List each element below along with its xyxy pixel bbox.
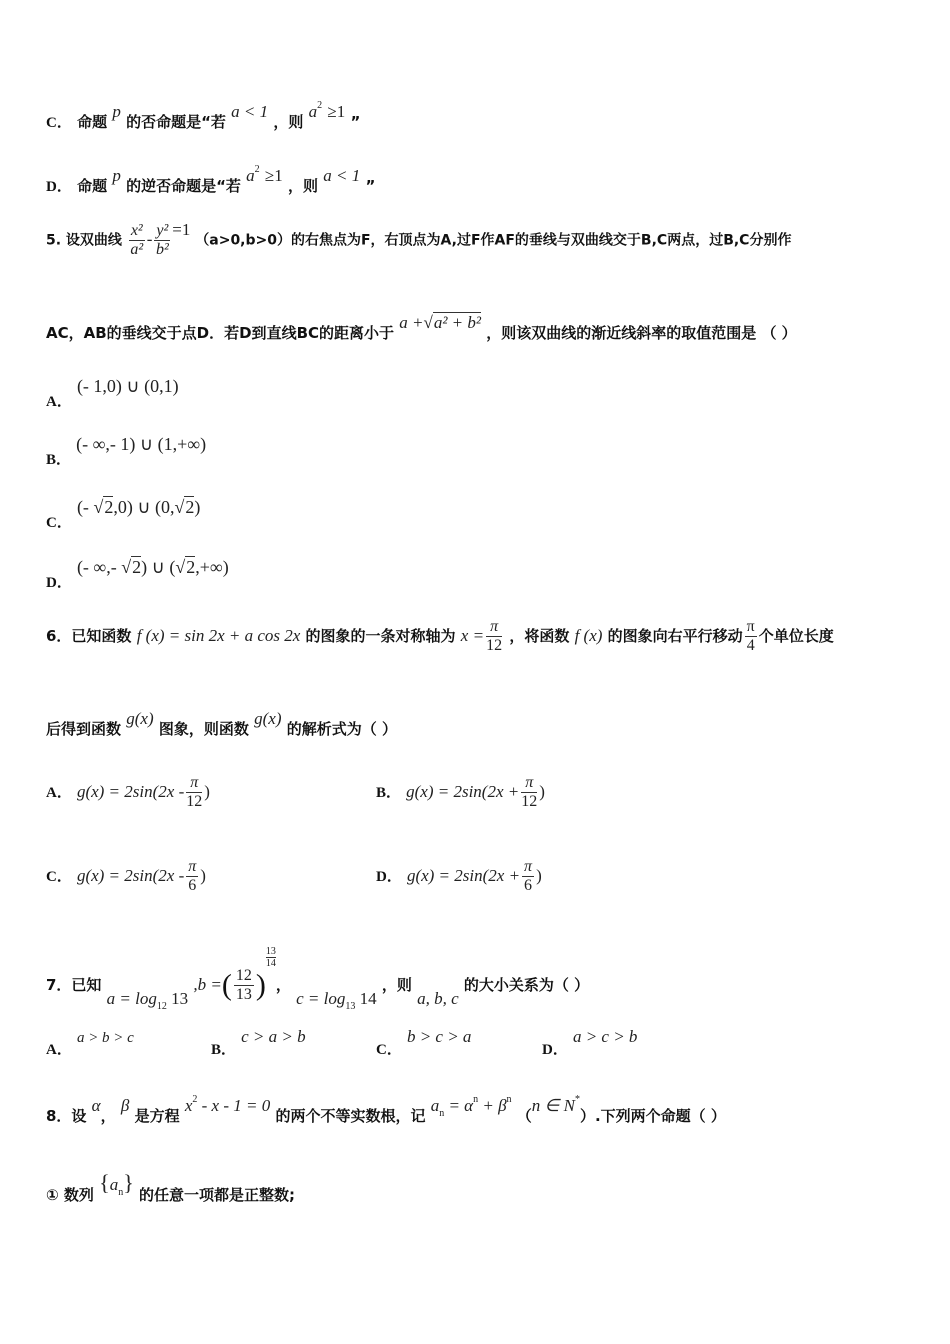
text: 的大小关系为（ ） — [463, 976, 590, 994]
option-label: C． — [46, 515, 72, 531]
text: ， — [100, 1107, 116, 1125]
option-label: B． — [211, 1042, 237, 1058]
q5-option-a — [46, 376, 179, 410]
math-sub: n — [439, 1108, 445, 1119]
math-beta: β — [120, 1096, 130, 1115]
q5-option-c: C． (- √2,0) ∪ (0,√2) — [46, 497, 201, 531]
math-expr: ≥1 — [264, 166, 283, 185]
math-expr: a < 1 — [323, 166, 361, 185]
math-sup: 2 — [254, 164, 260, 175]
q6-option-d — [376, 858, 542, 895]
denominator: 4 — [746, 637, 755, 654]
math-expr: a + — [399, 313, 424, 332]
option-expr: a > c > b — [572, 1027, 638, 1046]
option-label: C． — [376, 1042, 402, 1058]
math-var: a — [308, 102, 318, 121]
fraction-x2-a2 — [129, 222, 145, 259]
math-sup: n — [506, 1094, 512, 1105]
q6-option-c — [46, 858, 206, 895]
math-op: - — [146, 229, 153, 249]
text: （ — [516, 1107, 532, 1125]
option-expr: (- ∞,- — [76, 557, 122, 577]
math-sqrt: 2 — [186, 557, 196, 577]
math-var: x — [184, 1096, 193, 1115]
math-sub: 12 — [156, 1001, 167, 1012]
math-expr: f (x) = sin 2x + a cos 2x — [136, 626, 301, 645]
denominator: 12 — [521, 793, 538, 810]
text: 的逆否命题是“若 — [126, 177, 241, 195]
math-expr: ,b = — [193, 975, 222, 994]
numerator: π — [486, 618, 502, 637]
text: ）.下列两个命题（ ） — [579, 1107, 726, 1125]
option-expr: ) — [194, 497, 201, 517]
q5-stem-line1 — [46, 219, 792, 259]
option-label: D． — [376, 869, 402, 885]
text: ，则该双曲线的渐近线斜率的取值范围是 （ ） — [486, 324, 797, 342]
numerator: π — [746, 618, 755, 635]
math-p: p — [112, 166, 121, 185]
option-expr: ) — [539, 782, 545, 801]
numerator: y² — [156, 222, 169, 239]
math-sqrt: 2 — [132, 557, 142, 577]
math-expr: a = log — [106, 989, 157, 1008]
math-sqrt: 2 — [185, 497, 195, 517]
math-var: a — [246, 166, 255, 185]
option-expr: b > c > a — [406, 1027, 472, 1046]
option-label: C． — [46, 115, 72, 131]
q7-option-b — [211, 1026, 306, 1058]
text: 个单位长度 — [758, 627, 834, 645]
math-expr: = α — [444, 1096, 474, 1115]
text: ，则 — [273, 113, 304, 131]
numerator: π — [524, 858, 533, 875]
text: ” — [365, 177, 376, 195]
math-expr: c = log — [296, 989, 346, 1008]
q8-statement-1: ① 数列 $\{a_n\}$ 的任意一项都是正整数; — [46, 1170, 296, 1204]
text: 的图象向右平行移动 — [607, 627, 743, 645]
text: 的否命题是“若 — [126, 113, 226, 131]
numerator: π — [186, 774, 202, 793]
text: ， — [275, 976, 291, 994]
option-expr: (- — [76, 497, 94, 517]
option-expr: g(x) = 2sin(2x - — [76, 782, 185, 801]
option-label: A． — [46, 785, 72, 801]
option-expr: g(x) = 2sin(2x + — [406, 782, 520, 801]
math-expr: a < 1 — [231, 102, 269, 121]
option-expr: ) — [204, 782, 210, 801]
option-label: B． — [46, 452, 72, 468]
option-expr: c > a > b — [241, 1027, 306, 1046]
option-expr: ) — [200, 866, 206, 885]
option-label: D． — [46, 179, 72, 195]
math-sub: 13 — [345, 1001, 356, 1012]
option-expr: (- ∞,- 1) ∪ (1,+∞) — [76, 434, 207, 454]
denominator: a² — [130, 241, 144, 258]
text: 的解析式为（ ） — [286, 720, 397, 738]
denominator: 6 — [524, 877, 533, 894]
text: AC，AB的垂线交于点D．若D到直线BC的距离小于 — [46, 324, 395, 342]
text: ，则 — [381, 976, 412, 994]
option-expr: ) — [536, 866, 542, 885]
math-expr: 14 — [355, 989, 377, 1008]
denominator: 6 — [188, 877, 197, 894]
q7-option-d — [542, 1026, 638, 1058]
fraction-pi-4 — [745, 618, 757, 655]
math-p: p — [112, 102, 121, 121]
text: 的两个不等实数根，记 — [275, 1107, 426, 1125]
denominator: 13 — [235, 986, 252, 1003]
option-label: D． — [542, 1042, 568, 1058]
math-sup: 2 — [192, 1094, 198, 1105]
math-sup: * — [574, 1094, 580, 1105]
denominator: 12 — [486, 637, 503, 654]
q4-option-d — [46, 164, 376, 196]
numerator: x² — [130, 222, 143, 239]
numerator: π — [521, 774, 537, 793]
text: ，则 — [287, 177, 318, 195]
fraction-y2-b2 — [154, 222, 170, 259]
text: ① 数列 — [46, 1186, 94, 1204]
fraction-pi-12 — [486, 618, 502, 655]
exponent-numerator: 13 — [265, 946, 276, 957]
math-expr: 13 — [166, 989, 189, 1008]
text: 命题 — [77, 177, 108, 195]
q5-stem-line2: AC，AB的垂线交于点D．若D到直线BC的距离小于 a +√a² + b² ，则该双曲线的渐近线斜率的取值范围是 （ ） — [46, 313, 797, 342]
q6-stem-line1 — [46, 618, 834, 655]
option-expr: ,0) ∪ (0, — [113, 497, 175, 517]
option-label: C． — [46, 869, 72, 885]
question-number: 7．已知 — [46, 976, 102, 994]
q7-option-a — [46, 1026, 134, 1058]
math-sup: 2 — [317, 100, 323, 111]
math-alpha: α — [91, 1096, 101, 1115]
math-expr: g(x) — [126, 709, 154, 728]
q6-option-a — [46, 774, 210, 811]
math-sqrt: 2 — [104, 497, 114, 517]
option-expr: ,+∞) — [195, 557, 229, 577]
option-expr: g(x) = 2sin(2x + — [406, 866, 521, 885]
option-label: B． — [376, 785, 402, 801]
math-var: a — [109, 1175, 119, 1194]
q6-stem-line2 — [46, 709, 397, 739]
numerator: 12 — [235, 967, 252, 984]
text: 的任意一项都是正整数; — [139, 1186, 296, 1204]
text: 的图象的一条对称轴为 — [305, 627, 456, 645]
math-expr: x = — [460, 626, 485, 645]
option-label: A． — [46, 394, 72, 410]
question-number: 8．设 — [46, 1107, 87, 1125]
math-expr: f (x) — [574, 626, 603, 645]
text: （a>0,b>0）的右焦点为F，右顶点为A,过F作AF的垂线与双曲线交于B,C两点，过B,C分别作 — [195, 232, 792, 249]
q5-option-d: D． (- ∞,- √2) ∪ (√2,+∞) — [46, 557, 229, 591]
option-expr: a > b > c — [76, 1030, 134, 1046]
math-expr: ≥1 — [327, 102, 346, 121]
q5-option-b — [46, 434, 207, 468]
text: 后得到函数 — [46, 720, 122, 738]
q8-stem — [46, 1094, 726, 1129]
question-number: 5. 设双曲线 — [46, 232, 122, 249]
math-expr: - x - 1 = 0 — [197, 1096, 271, 1115]
text: ” — [350, 113, 361, 131]
math-expr: =1 — [172, 219, 191, 239]
text: 图象，则函数 — [158, 720, 249, 738]
numerator: π — [188, 858, 197, 875]
option-label: A． — [46, 1042, 72, 1058]
text: ，将函数 — [509, 627, 570, 645]
exponent-denominator: 14 — [265, 958, 276, 969]
denominator: b² — [155, 241, 169, 258]
q7-option-c — [376, 1026, 472, 1058]
q6-option-b — [376, 774, 545, 811]
math-expr: a, b, c — [417, 989, 459, 1008]
math-sqrt: a² + b² — [433, 313, 481, 332]
option-label: D． — [46, 575, 72, 591]
math-var: a — [430, 1096, 440, 1115]
option-expr: ) ∪ ( — [141, 557, 176, 577]
denominator: 12 — [186, 793, 203, 810]
math-expr: n ∈ N — [531, 1096, 575, 1115]
option-expr: g(x) = 2sin(2x - — [76, 866, 185, 885]
math-sub: n — [118, 1187, 124, 1198]
q7-stem: 7．已知 $a = \log_{12} 13$ ,b =( $\frac{12}{13}$ ) $\frac{13}{14}$ ， $c = \log_{13} 14$ ，则 a, b, c 的大小关系为（ ） — [46, 946, 590, 1012]
math-sup: n — [473, 1094, 479, 1105]
q4-option-c — [46, 100, 361, 132]
math-expr: + β — [478, 1096, 507, 1115]
question-number: 6．已知函数 — [46, 627, 132, 645]
text: 是方程 — [134, 1107, 180, 1125]
text: 命题 — [77, 113, 108, 131]
option-expr: (- 1,0) ∪ (0,1) — [76, 376, 179, 396]
math-expr: g(x) — [254, 709, 282, 728]
